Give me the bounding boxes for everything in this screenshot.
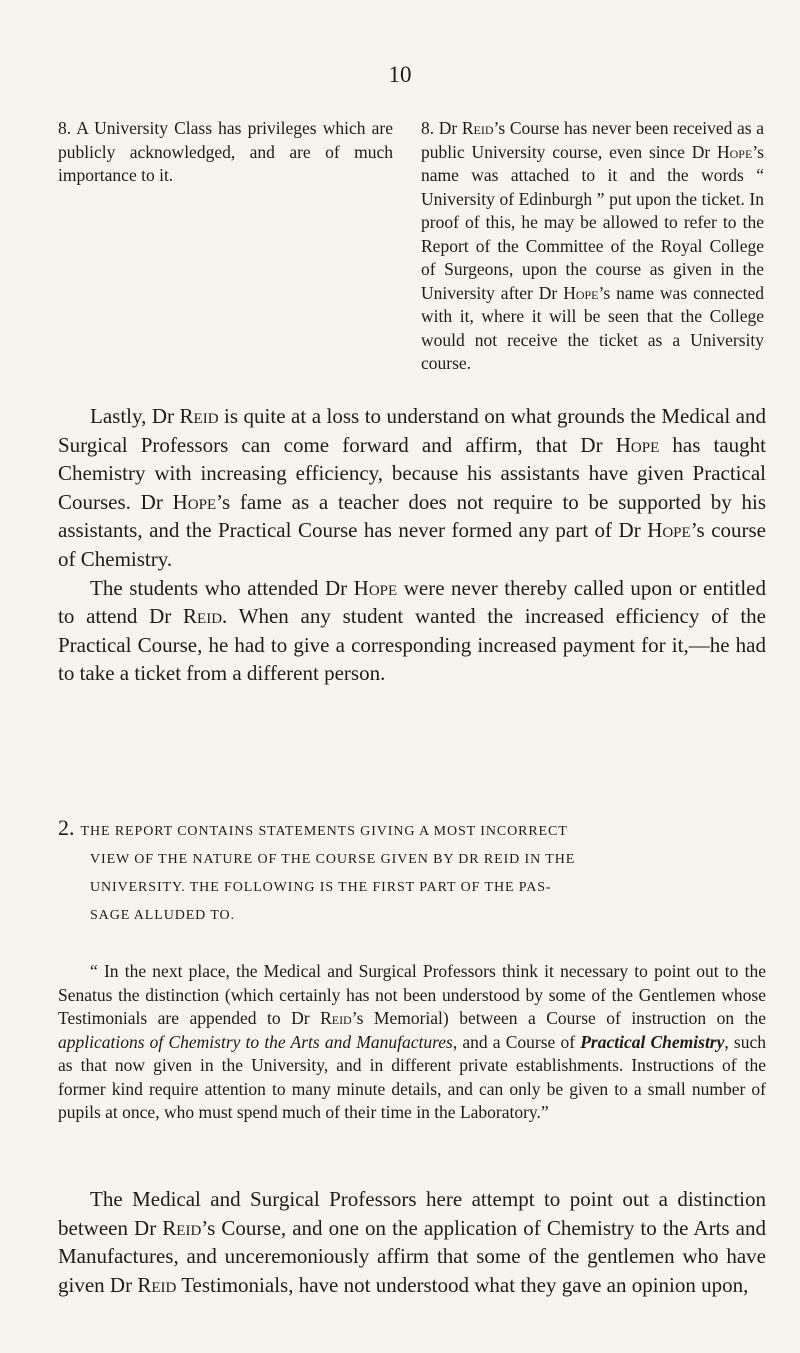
section-heading-line: UNIVERSITY. THE FOLLOWING IS THE FIRST PART OF THE PAS- [90, 880, 552, 895]
name-reid: Reid [162, 1215, 202, 1240]
students-paragraph [58, 574, 766, 688]
text-run: Lastly, Dr [90, 404, 180, 428]
section-number: 2. [58, 815, 75, 840]
name-hope: Hope [172, 489, 217, 514]
name-reid: Reid [183, 604, 223, 629]
name-hope: Hope [647, 518, 691, 543]
lastly-paragraph [58, 402, 766, 574]
text-run: ’s name was connected with it, where it will be seen that the College would not receive the ticket as a University course. [421, 282, 764, 373]
text-run: is quite at a loss to understand on what grounds the Medical and Surgical Professors can come forward and affirm, that Dr [58, 404, 766, 457]
text-run: ’s name was attached to it and the words “ University of Edinburgh ” put upon the ticket. In proof of this, he may be allowed to refer to the Report of the Committee of the Royal College of Surgeons, upon the course as given in the University after Dr [421, 141, 764, 303]
text-run: has taught Chemistry with increasing efficiency, because his assistants have given Practical Courses. Dr [58, 432, 767, 514]
text-run: ’s course of Chemistry. [58, 518, 766, 571]
name-hope: Hope [717, 141, 753, 162]
name-hope: Hope [563, 282, 599, 303]
name-hope: Hope [353, 575, 398, 600]
text-run: . When any student wanted the increased efficiency of the Practical Course, he had to give a corresponding increased payment for it,—he had to take a ticket from a different person. [58, 604, 766, 686]
text-run: , and a Course of [452, 1031, 581, 1052]
final-paragraph [58, 1185, 766, 1299]
text-run: The students who attended Dr [90, 575, 354, 600]
name-reid: Reid [137, 1272, 177, 1297]
text-run: were never thereby called upon or entitled to attend Dr [58, 575, 766, 629]
section-heading [58, 814, 766, 930]
text-run: “ In the next place, the Medical and Surgical Professors think it necessary to point out to the Senatus the distinction (which certainly has not been understood by some of the Gentlemen whose Testimonials are appended to Dr [58, 961, 766, 1028]
text-run: ’s Memorial) between a Course of instruction on the [351, 1008, 766, 1028]
text-run: The Medical and Surgical Professors here attempt to point out a distinction between Dr [58, 1187, 766, 1240]
two-column-comparison [58, 117, 764, 376]
page-number: 10 [388, 62, 412, 87]
text-run: 8. Dr [421, 118, 462, 138]
right-column-text [421, 117, 764, 376]
name-reid: Reid [320, 1008, 352, 1028]
text-run: ’s fame as a teacher does not require to be supported by his assistants, and the Practical Course has never formed any part of Dr [58, 489, 766, 543]
left-column-text: 8. A University Class has privileges which are publicly acknowledged, and are of much importance to it. [58, 118, 393, 185]
heading-text: THE REPORT CONTAINS STATEMENTS GIVING A MOST INCORRECT [80, 824, 568, 839]
final-body [58, 1185, 766, 1299]
name-hope: Hope [615, 432, 660, 457]
text-run: , such as that now given in the University, and in different private establishments. Instructions of the former kind require attention to many minute details, and can only be given to a small number of pupils at once, who must spend much of their time in the Laboratory.” [58, 1031, 767, 1122]
section-heading-line: VIEW OF THE NATURE OF THE COURSE GIVEN BY DR REID IN THE [90, 852, 576, 867]
name-reid: Reid [179, 404, 219, 428]
text-run: Testimonials, have not understood what they gave an opinion upon, [176, 1272, 749, 1297]
section-heading-line [58, 814, 766, 846]
italic-phrase: Practical Chemistry [580, 1031, 725, 1052]
italic-phrase: applications of Chemistry to the Arts and Manufactures [58, 1031, 453, 1052]
section-heading-line: SAGE ALLUDED TO. [90, 908, 235, 923]
text-run: ’s Course has never been received as a public University course, even since Dr [421, 118, 764, 162]
main-body [58, 402, 766, 688]
name-reid: Reid [461, 118, 494, 138]
text-run: ’s Course, and one on the application of Chemistry to the Arts and Manufactures, and unceremoniously affirm that some of the gentlemen who have given Dr [58, 1215, 766, 1297]
quoted-passage [58, 960, 766, 1125]
